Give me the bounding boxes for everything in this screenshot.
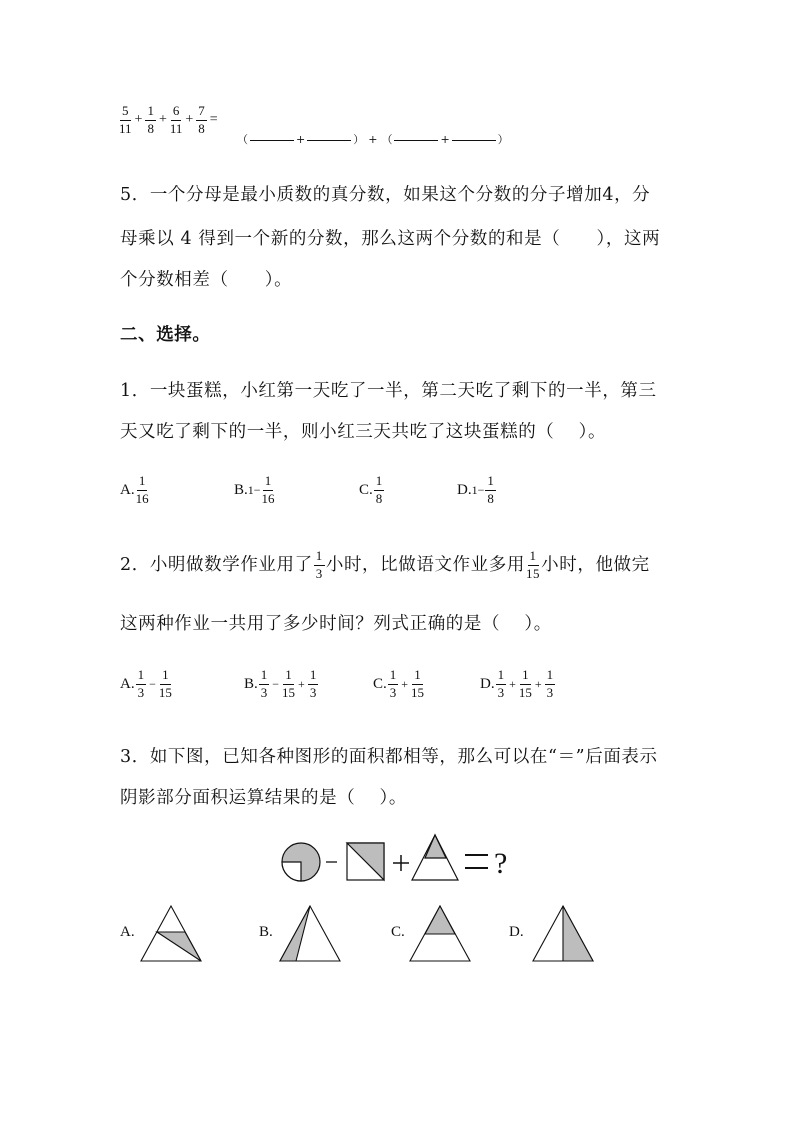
section-title: 二、选择。 [120, 325, 211, 345]
answer-blank[interactable] [250, 139, 294, 141]
c3-line-2: 阴影部分面积运算结果的是（ ）。 [120, 788, 408, 808]
c3-option-c-figure[interactable] [409, 905, 473, 963]
c2-option-d[interactable]: D. $\frac{1}{3}$ + $\frac{1}{15}$ + $\frac{1}{3}$ [480, 667, 554, 700]
triangle-shape [412, 835, 458, 880]
plus-sign: + [158, 112, 167, 128]
c1-line-1: 1．一块蛋糕，小红第一天吃了一半，第二天吃了剩下的一半，第三 [120, 381, 657, 401]
q5-line-3: 个分数相差（ ）。 [120, 270, 293, 290]
answer-blank[interactable] [394, 139, 438, 141]
square-shape [347, 843, 384, 880]
c3-option-d-figure[interactable] [532, 905, 596, 963]
c3-option-c-label[interactable]: C. [391, 924, 405, 940]
c2-option-c[interactable]: C. $\frac{1}{3}$ + $\frac{1}{15}$ [373, 667, 425, 700]
plus-sign [393, 855, 409, 871]
c3-option-b-figure[interactable] [279, 905, 343, 963]
q5-line-1: 5．一个分母是最小质数的真分数，如果这个分数的分子增加4，分 [120, 185, 651, 205]
plus-sign: + [134, 112, 143, 128]
q4-answer-template [237, 131, 509, 147]
c3-equation-figure [280, 832, 520, 892]
plus-sign: + [296, 133, 306, 146]
c2-option-a[interactable]: A. $\frac{1}{3}$ − $\frac{1}{15}$ [120, 667, 172, 700]
c3-option-d-label[interactable]: D. [509, 924, 524, 940]
fraction: $\frac{5}{11}$ [119, 103, 132, 136]
c1-option-a[interactable]: A. $\frac{1}{16}$ [120, 473, 149, 506]
paren-close: ） [353, 133, 365, 146]
c2-option-b[interactable]: B. $\frac{1}{3}$ − $\frac{1}{15}$ + $\frac{1}{3}$ [244, 667, 317, 700]
paren-open: （ [237, 133, 248, 146]
circle-shape [282, 843, 320, 881]
equals-sign [465, 855, 488, 868]
fraction: $\frac{7}{8}$ [198, 103, 205, 136]
answer-blank[interactable] [307, 139, 351, 141]
q4-formula [118, 104, 220, 137]
c1-option-c[interactable]: C. $\frac{1}{8}$ [359, 473, 383, 506]
c3-line-1: 3．如下图，已知各种图形的面积都相等，那么可以在“＝”后面表示 [120, 747, 658, 767]
c1-option-b[interactable]: B.1− $\frac{1}{16}$ [234, 473, 275, 506]
fraction: $\frac{6}{11}$ [169, 103, 183, 136]
c2-line-1: 2．小明做数学作业用了 $\frac{1}{3}$ 小时，比做语文作业多用 $\frac{1}{15}$ 小时，他做完 [120, 548, 650, 581]
c1-line-2: 天又吃了剩下的一半，则小红三天共吃了这块蛋糕的（ ）。 [120, 422, 607, 442]
fraction: $\frac{1}{8}$ [147, 103, 154, 136]
fraction: $\frac{1}{15}$ [525, 548, 541, 581]
answer-blank[interactable] [452, 139, 496, 141]
c3-option-a-label[interactable]: A. [120, 924, 135, 940]
c2-line-2: 这两种作业一共用了多少时间？列式正确的是（ ）。 [120, 614, 552, 634]
question-mark: ? [494, 847, 508, 880]
plus-sign: + [185, 112, 194, 128]
equals-sign: = [209, 112, 218, 128]
paren-close: ） [497, 133, 509, 146]
plus-sign: + [368, 133, 378, 146]
c3-option-a-figure[interactable] [140, 905, 204, 963]
fraction: $\frac{1}{3}$ [315, 548, 323, 581]
paren-open: （ [381, 133, 393, 146]
q5-line-2: 母乘以 4 得到一个新的分数，那么这两个分数的和是（ ），这两 [120, 229, 661, 249]
c1-option-d[interactable]: D.1− $\frac{1}{8}$ [457, 473, 494, 506]
plus-sign: + [440, 133, 450, 146]
c3-option-b-label[interactable]: B. [259, 924, 273, 940]
